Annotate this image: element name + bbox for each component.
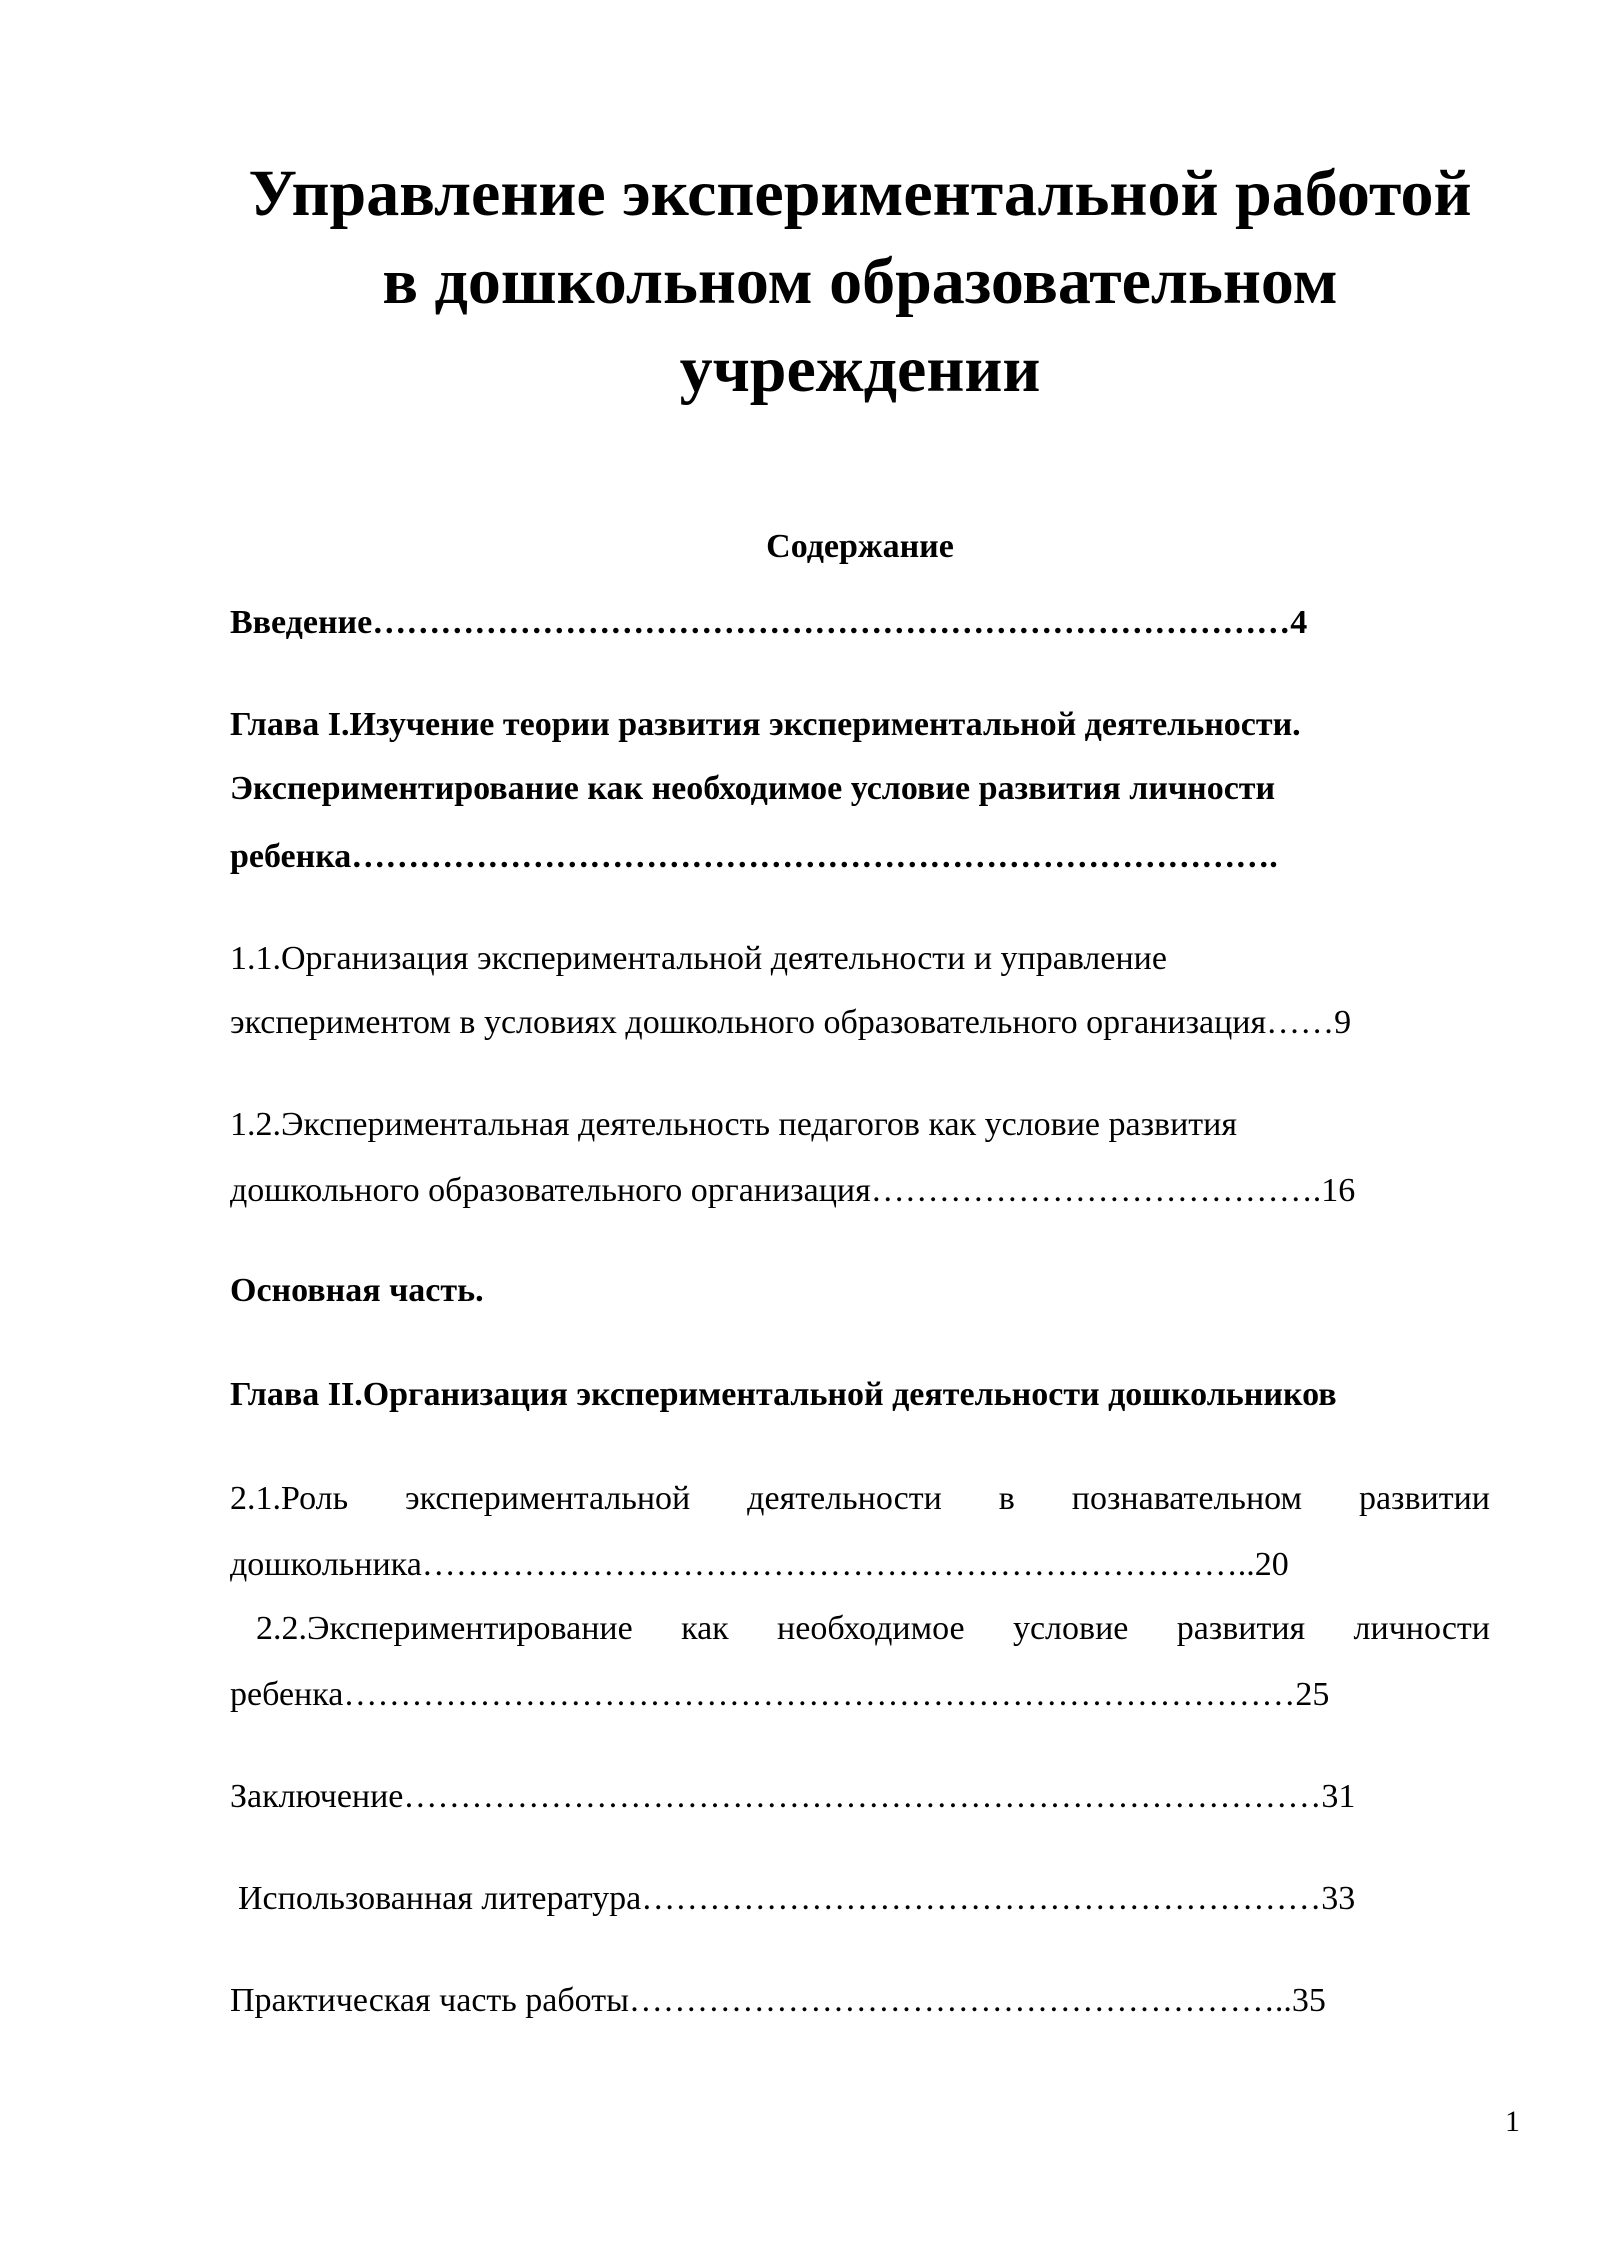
toc-entry-introduction: Введение………………………………………………………………………4 xyxy=(230,604,1308,641)
toc-entry-section-1-2-line2: дошкольного образовательного организация………………………………….16 xyxy=(230,1172,1356,1209)
toc-entry-practical-part: Практическая часть работы…………………………………………………..35 xyxy=(230,1982,1326,2019)
toc-entry-main-part: Основная часть. xyxy=(230,1272,484,1309)
toc-entry-section-1-1-line2: экспериментом в условиях дошкольного образовательного организация……9 xyxy=(230,1004,1352,1041)
toc-entry-section-2-1-line1: 2.1.Роль экспериментальной деятельности в познавательном развитии xyxy=(230,1480,1490,1517)
title-line-2: в дошкольном образовательном xyxy=(382,245,1338,318)
toc-entry-section-2-1-line2: дошкольника………………………………………………………………..20 xyxy=(230,1546,1289,1583)
toc-entry-section-2-2-line2: ребенка…………………………………………………………………………25 xyxy=(230,1676,1330,1713)
toc-entry-section-1-1-line1: 1.1.Организация экспериментальной деятельности и управление xyxy=(230,940,1167,977)
toc-entry-chapter1-line1: Глава I.Изучение теории развития экспериментальной деятельности. xyxy=(230,706,1301,743)
document-title xyxy=(200,150,1520,414)
toc-entry-section-1-2-line1: 1.2.Экспериментальная деятельность педагогов как условие развития xyxy=(230,1106,1237,1143)
toc-entry-section-2-2-line1: 2.2.Экспериментирование как необходимое условие развития личности xyxy=(256,1610,1490,1647)
toc-entry-chapter1-line3: ребенка………………………………………………………………………. xyxy=(230,838,1278,875)
toc-entry-chapter2: Глава II.Организация экспериментальной деятельности дошкольников xyxy=(230,1376,1337,1413)
title-line-1: Управление экспериментальной работой xyxy=(248,157,1472,230)
toc-entry-conclusion: Заключение………………………………………………………………………31 xyxy=(230,1778,1356,1815)
toc-entry-literature: Использованная литература……………………………………………………33 xyxy=(238,1880,1356,1917)
toc-entry-chapter1-line2: Экспериментирование как необходимое условие развития личности xyxy=(230,770,1276,807)
toc-heading: Содержание xyxy=(766,528,954,565)
title-line-3: учреждении xyxy=(679,333,1041,406)
page-number: 1 xyxy=(1505,2105,1520,2138)
